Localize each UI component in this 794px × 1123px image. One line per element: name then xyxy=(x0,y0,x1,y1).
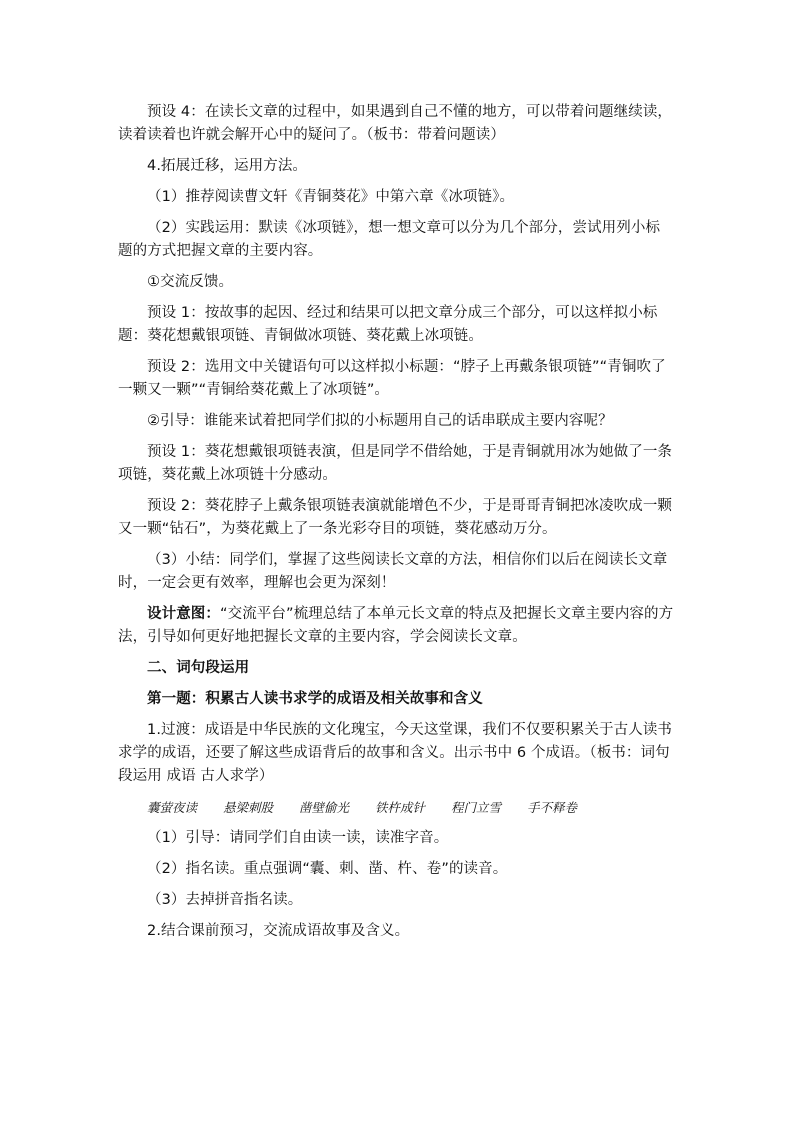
paragraph: 预设 2：葵花脖子上戴条银项链表演就能增色不少，于是哥哥青铜把冰凌吹成一颗又一颗“钻石”，为葵花戴上了一条光彩夺目的项链，葵花感动万分。 xyxy=(118,498,673,537)
paragraph: 预设 4：在读长文章的过程中，如果遇到自己不懂的地方，可以带着问题继续读，读着读着也许就会解开心中的疑问了。（板书：带着问题读） xyxy=(118,104,673,143)
paragraph: 预设 1：葵花想戴银项链表演，但是同学不借给她，于是青铜就用冰为她做了一条项链，葵花戴上冰项链十分感动。 xyxy=(118,444,673,483)
idiom-item: 铁杵成针 xyxy=(375,800,426,815)
paragraph: （3）小结：同学们，掌握了这些阅读长文章的方法，相信你们以后在阅读长文章时，一定会更有效率，理解也会更为深刻！ xyxy=(118,552,668,591)
idiom-item: 凿壁偷光 xyxy=(299,800,350,815)
idiom-item: 悬梁刺股 xyxy=(223,800,274,815)
paragraph: （1）推荐阅读曹文轩《青铜葵花》中第六章《冰项链》。 xyxy=(147,189,515,205)
paragraph: 4.拓展迁移，运用方法。 xyxy=(147,158,308,174)
section-heading: 二、词句段运用 xyxy=(147,660,250,676)
section-subheading: 第一题：积累古人读书求学的成语及相关故事和含义 xyxy=(147,691,483,707)
paragraph: （2）实践运用：默读《冰项链》，想一想文章可以分为几个部分，尝试用列小标题的方式把握文章的主要内容。 xyxy=(118,220,661,259)
paragraph: ①交流反馈。 xyxy=(147,274,234,290)
design-intent-label: 设计意图： xyxy=(147,606,220,622)
paragraph: （1）引导：请同学们自由读一读，读准字音。 xyxy=(147,830,449,846)
paragraph: （2）指名读。重点强调“囊、刺、凿、杵、卷”的读音。 xyxy=(147,861,508,877)
design-intent xyxy=(118,603,674,649)
paragraph: 预设 1：按故事的起因、经过和结果可以把文章分成三个部分，可以这样拟小标题：葵花想戴银项链、青铜做冰项链、葵花戴上冰项链。 xyxy=(118,305,658,344)
paragraph: ②引导：谁能来试着把同学们拟的小标题用自己的话串联成主要内容呢？ xyxy=(147,413,613,429)
idiom-list xyxy=(147,796,674,819)
idiom-item: 程门立雪 xyxy=(451,800,502,815)
idiom-item: 手不释卷 xyxy=(527,800,578,815)
paragraph: （3）去掉拼音指名读。 xyxy=(147,892,303,908)
idiom-item: 囊萤夜读 xyxy=(147,800,198,815)
paragraph: 2.结合课前预习，交流成语故事及含义。 xyxy=(147,923,410,939)
paragraph: 预设 2：选用文中关键语句可以这样拟小标题：“脖子上再戴条银项链”“青铜吹了一颗又一颗”“青铜给葵花戴上了冰项链”。 xyxy=(118,359,666,398)
paragraph: 1.过渡：成语是中华民族的文化瑰宝，今天这堂课，我们不仅要积累关于古人读书求学的成语，还要了解这些成语背后的故事和含义。出示书中 6 个成语。（板书：词句段运用 成语 古人求学） xyxy=(118,722,673,784)
design-intent-text: “交流平台”梳理总结了本单元长文章的特点及把握长文章主要内容的方法，引导如何更好地把握长文章的主要内容，学会阅读长文章。 xyxy=(118,606,674,645)
